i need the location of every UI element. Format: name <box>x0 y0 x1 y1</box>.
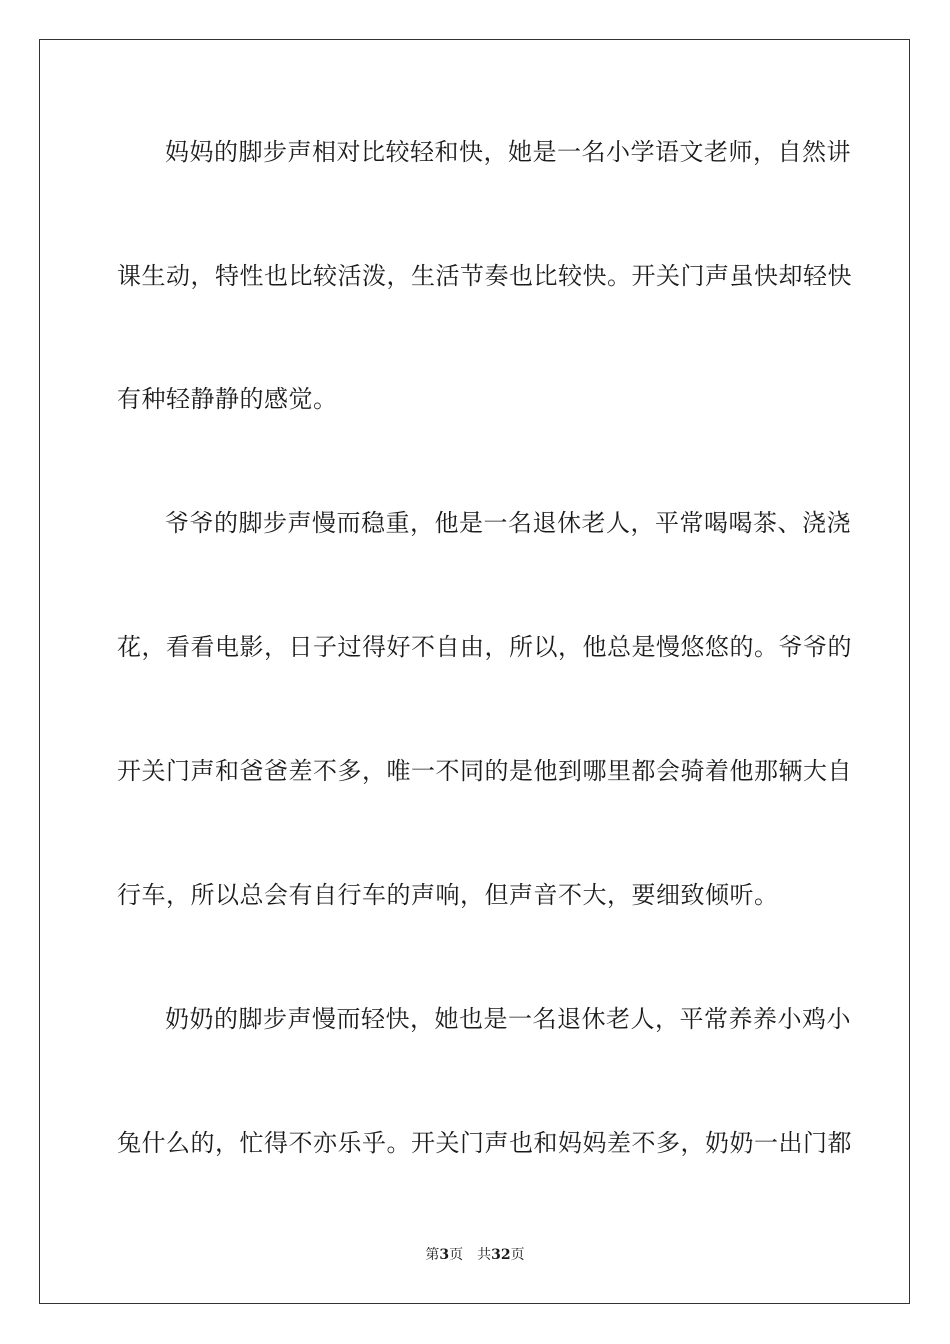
total-pages: 32 <box>491 1247 511 1263</box>
page-number: 3 <box>439 1247 450 1263</box>
text-line-7: 行车，所以总会有自行车的声响，但声音不大，要细致倾听。 <box>117 881 779 909</box>
text-line-2: 课生动，特性也比较活泼，生活节奏也比较快。开关门声虽快却轻快 <box>117 262 852 290</box>
total-prefix: 共 <box>477 1247 492 1263</box>
text-line-1: 妈妈的脚步声相对比较轻和快，她是一名小学语文老师，自然讲 <box>165 138 851 166</box>
page-suffix: 页 <box>449 1247 464 1263</box>
text-line-4: 爷爷的脚步声慢而稳重，他是一名退休老人，平常喝喝茶、浇浇 <box>165 509 851 537</box>
total-suffix: 页 <box>510 1247 525 1263</box>
page-footer <box>0 1246 950 1264</box>
page-border <box>39 39 910 1304</box>
text-line-6: 开关门声和爸爸差不多，唯一不同的是他到哪里都会骑着他那辆大自 <box>117 757 852 785</box>
page-prefix: 第 <box>425 1247 440 1263</box>
text-line-8: 奶奶的脚步声慢而轻快，她也是一名退休老人，平常养养小鸡小 <box>165 1005 851 1033</box>
text-line-3: 有种轻静静的感觉。 <box>117 385 338 413</box>
text-line-9: 兔什么的，忙得不亦乐乎。开关门声也和妈妈差不多，奶奶一出门都 <box>117 1129 852 1157</box>
text-line-5: 花，看看电影，日子过得好不自由，所以，他总是慢悠悠的。爷爷的 <box>117 633 852 661</box>
